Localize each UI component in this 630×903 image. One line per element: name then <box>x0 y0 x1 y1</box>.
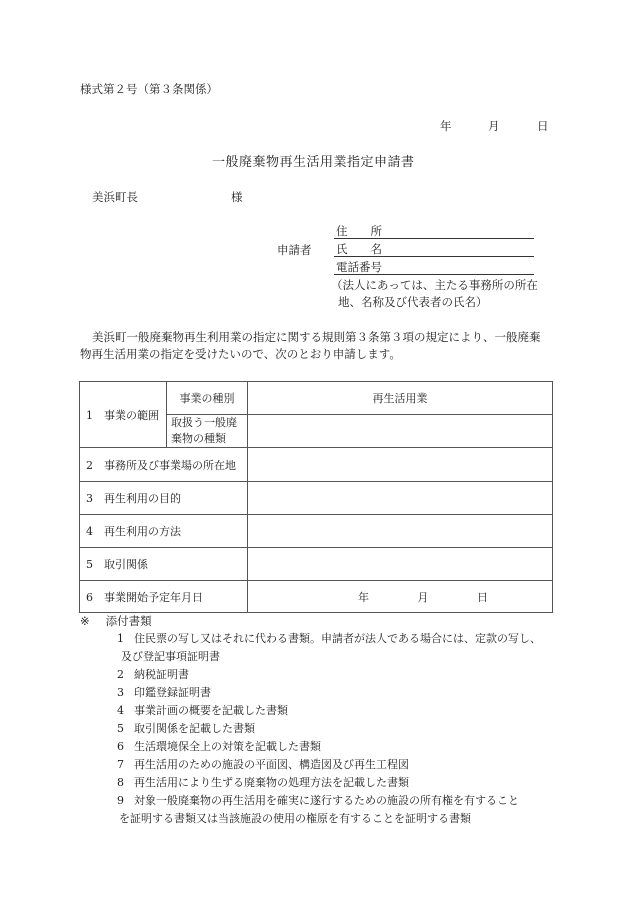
list-item <box>117 795 519 806</box>
phone-field[interactable] <box>334 259 534 275</box>
address-label: 住 所 <box>336 223 382 238</box>
row-number: 1 <box>86 408 93 422</box>
item-text: 生活環境保全上の対策を記載した書類 <box>134 740 321 753</box>
row-label: 事業開始予定年月日 <box>104 590 203 604</box>
item-number: 3 <box>117 686 124 699</box>
start-date-value[interactable] <box>248 581 553 613</box>
name-field[interactable] <box>334 241 534 257</box>
business-type-value[interactable]: 再生活用業 <box>248 382 553 415</box>
table-row <box>80 581 553 613</box>
list-item <box>117 723 255 734</box>
item-number: 5 <box>117 722 124 735</box>
item-text: 印鑑登録証明書 <box>134 686 211 699</box>
row-number: 5 <box>86 558 93 571</box>
attachments-title: 添付書類 <box>105 614 152 628</box>
table-row <box>80 548 553 581</box>
applicant-note-line1: （法人にあっては、主たる事務所の所在 <box>331 278 538 292</box>
waste-type-label <box>167 415 248 448</box>
method-value[interactable] <box>248 515 553 548</box>
addressee: 美浜町長 <box>92 190 138 204</box>
item-number: 7 <box>117 758 124 771</box>
start-month-label: 月 <box>417 590 429 604</box>
date-day-label: 日 <box>537 119 549 133</box>
row-number: 6 <box>86 590 93 604</box>
table-row <box>80 382 553 415</box>
list-item <box>117 777 409 788</box>
item-text: 納税証明書 <box>134 668 189 681</box>
item-number: 2 <box>117 668 124 681</box>
application-table <box>79 381 553 613</box>
item-text: 再生活用により生ずる廃棄物の処理方法を記載した書類 <box>134 776 409 789</box>
intro-line2: 物再生活用業の指定を受けたいので、次のとおり申請します。 <box>80 347 401 361</box>
row-number: 2 <box>86 458 93 472</box>
list-item-continuation: を証明する書類又は当該施設の使用の権原を有することを証明する書類 <box>119 812 471 825</box>
item-number: 8 <box>117 776 124 789</box>
item-text: 事業計画の概要を記載した書類 <box>134 704 288 717</box>
purpose-value[interactable] <box>248 482 553 515</box>
form-number: 様式第２号（第３条関係） <box>80 82 218 96</box>
row-number: 3 <box>86 492 93 505</box>
list-item <box>117 705 288 716</box>
location-label <box>80 448 248 482</box>
phone-label: 電話番号 <box>336 259 382 274</box>
item-text: 再生活用のための施設の平面図、構造図及び再生工程図 <box>134 758 409 771</box>
start-date-label <box>80 581 248 613</box>
honorific: 様 <box>231 190 243 204</box>
list-item <box>117 741 321 752</box>
list-item <box>117 687 211 698</box>
purpose-label <box>80 482 248 515</box>
applicant-label: 申請者 <box>277 243 312 257</box>
table-row <box>80 515 553 548</box>
list-item <box>117 669 189 680</box>
location-value[interactable] <box>248 448 553 482</box>
waste-type-value[interactable] <box>248 415 553 448</box>
item-number: 9 <box>117 794 124 807</box>
applicant-note-line2: 地、名称及び代表者の氏名） <box>338 295 488 309</box>
date-month-label: 月 <box>488 119 500 133</box>
address-field[interactable] <box>334 223 534 239</box>
start-year-label: 年 <box>358 590 369 604</box>
item-number: 4 <box>117 704 124 717</box>
item-text: 住民票の写し又はそれに代わる書類。申請者が法人である場合には、定款の写し、 <box>134 632 541 645</box>
list-item-continuation: 及び登記事項証明書 <box>121 650 220 663</box>
waste-type-label-line2: 棄物の種類 <box>171 432 226 445</box>
list-item <box>117 633 541 644</box>
transactions-label <box>80 548 248 581</box>
table-row <box>80 482 553 515</box>
start-day-label: 日 <box>477 590 488 604</box>
intro-line1: 美浜町一般廃棄物再生利用業の指定に関する規則第３条第３項の規定により、一般廃棄 <box>92 330 541 344</box>
date-year-label: 年 <box>440 119 452 133</box>
row-label: 取引関係 <box>104 558 148 571</box>
item-number: 1 <box>117 632 124 645</box>
item-text: 取引関係を記載した書類 <box>134 722 255 735</box>
name-label: 氏 名 <box>336 241 382 256</box>
document-title: 一般廃棄物再生活用業指定申請書 <box>212 155 415 170</box>
row-label: 再生利用の目的 <box>104 492 181 505</box>
item-text: 対象一般廃棄物の再生活用を確実に遂行するための施設の所有権を有すること <box>134 794 519 807</box>
item-number: 6 <box>117 740 124 753</box>
row-label: 事業の範囲 <box>104 408 159 422</box>
scope-label-cell <box>80 382 167 448</box>
row-label: 再生利用の方法 <box>104 525 181 538</box>
reference-mark: ※ <box>80 614 90 628</box>
waste-type-label-line1: 取扱う一般廃 <box>171 416 237 429</box>
business-type-label: 事業の種別 <box>167 382 248 415</box>
list-item <box>117 759 409 770</box>
row-label: 事務所及び事業場の所在地 <box>104 458 236 472</box>
attachments-heading <box>80 616 152 628</box>
method-label <box>80 515 248 548</box>
row-number: 4 <box>86 525 93 538</box>
transactions-value[interactable] <box>248 548 553 581</box>
submission-date <box>440 121 550 135</box>
table-row <box>80 448 553 482</box>
